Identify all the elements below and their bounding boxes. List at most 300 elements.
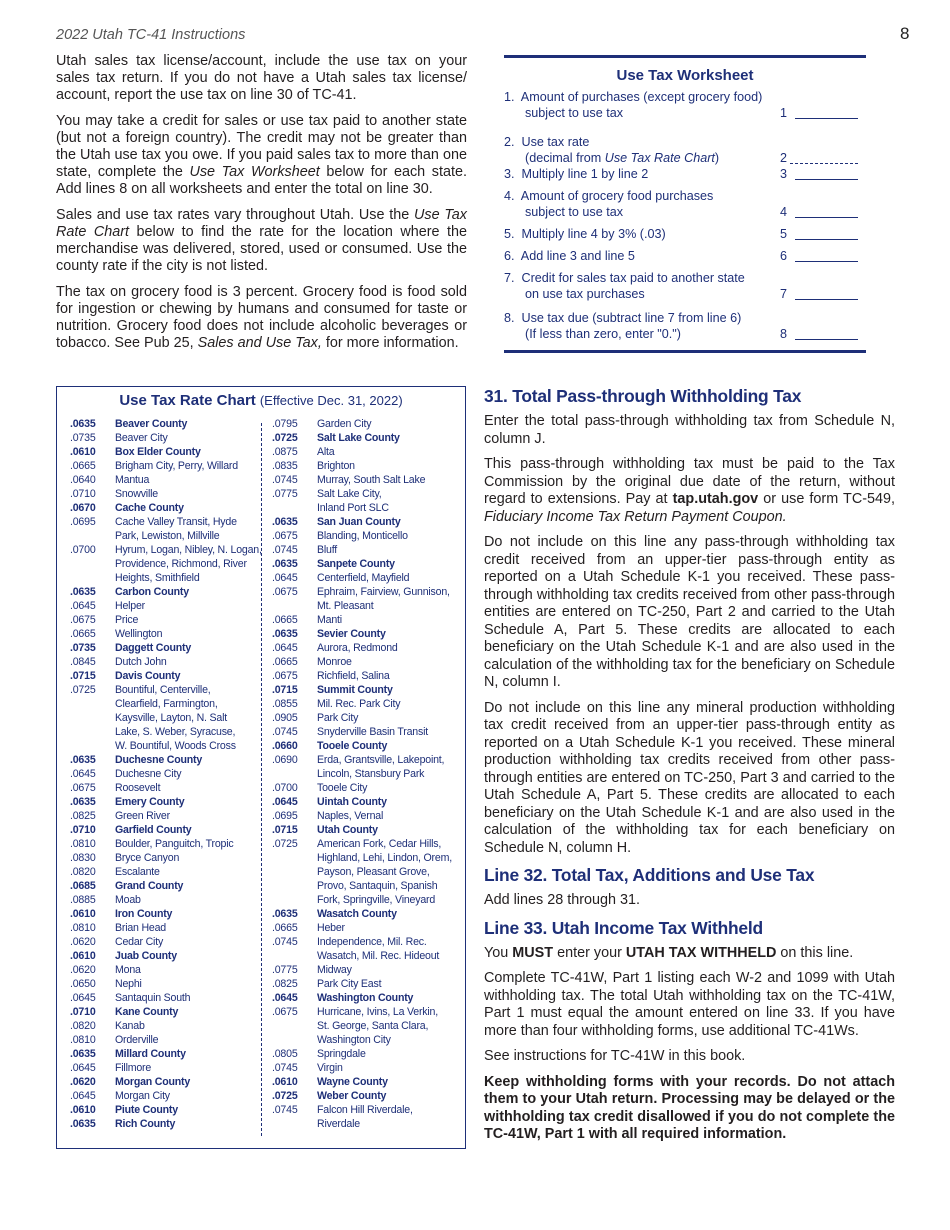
tax-rate: .0645 (272, 796, 298, 808)
location-name: Tooele County (317, 740, 388, 752)
intro-paragraph (56, 207, 467, 275)
tax-rate (272, 893, 317, 907)
location-name: Washington County (317, 992, 414, 1004)
location-name: Midway (317, 964, 352, 976)
rate-row (70, 1089, 262, 1103)
rate-row (272, 585, 452, 599)
tax-rate: .0745 (272, 936, 298, 948)
rate-row (70, 459, 262, 473)
worksheet-text-line: subject to use tax (504, 205, 624, 219)
tax-rate (70, 529, 115, 543)
location-name: Hyrum, Logan, Nibley, N. Logan, (115, 544, 262, 556)
tax-rate: .0690 (272, 754, 298, 766)
location-name: Riverdale (317, 1118, 360, 1130)
worksheet-line-number: 6 (780, 249, 788, 263)
location-name: Bluff (317, 544, 338, 556)
location-name: Boulder, Panguitch, Tropic (115, 838, 234, 850)
location-name: Clearfield, Farmington, (115, 698, 218, 710)
section-paragraph: See instructions for TC-41W in this book. (484, 1048, 746, 1064)
tax-rate: .0845 (70, 656, 96, 668)
tax-rate: .0645 (70, 768, 96, 780)
location-name: Naples, Vernal (317, 810, 384, 822)
instructions-column (484, 380, 895, 1152)
rate-row (272, 865, 452, 879)
tax-rate: .0855 (272, 698, 298, 710)
rate-row-county (272, 823, 452, 837)
rate-row (70, 767, 262, 781)
section-paragraph: Complete TC-41W, Part 1 listing each W-2 and 1099 with Utah withholding tax. The total Utah withholding tax on the TC-41W, Part 1 must equal the amount entered on line 33. If you have more than four withholding forms, use additional TC-41Ws. (484, 970, 895, 1039)
worksheet-line-text (504, 188, 774, 220)
rate-row (272, 921, 452, 935)
location-name: Uintah County (317, 796, 387, 808)
location-name: Centerfield, Mayfield (317, 572, 410, 584)
rate-row-county (272, 907, 452, 921)
rate-row (70, 515, 262, 529)
rate-chart-column-1 (70, 417, 262, 1131)
rate-row-county (70, 1117, 262, 1131)
tax-rate: .0830 (70, 852, 96, 864)
location-name: Mantua (115, 474, 150, 486)
rate-row (272, 669, 452, 683)
rate-row (272, 487, 452, 501)
worksheet-line-number: 3 (780, 167, 788, 181)
rate-row (70, 921, 262, 935)
rate-row (272, 879, 452, 893)
location-name: Providence, Richmond, River (115, 558, 247, 570)
tax-rate: .0745 (272, 474, 298, 486)
location-name: Grand County (115, 880, 184, 892)
location-name: Falcon Hill Riverdale, (317, 1104, 413, 1116)
rate-row-county (70, 1047, 262, 1061)
location-name: Box Elder County (115, 446, 201, 458)
worksheet-line-text (504, 226, 774, 242)
rate-row-county (272, 1089, 452, 1103)
tax-rate: .0810 (70, 1034, 96, 1046)
tax-rate: .0700 (70, 544, 96, 556)
worksheet-text-line: 2. Use tax rate (504, 135, 590, 149)
worksheet-text-line: (If less than zero, enter "0.") (504, 327, 681, 341)
location-name: Mil. Rec. Park City (317, 698, 401, 710)
intro-paragraph (56, 113, 467, 198)
location-name: Morgan City (115, 1090, 170, 1102)
tax-rate: .0665 (272, 656, 298, 668)
tax-rate (272, 1117, 317, 1131)
rate-row (272, 459, 452, 473)
tax-rate: .0635 (70, 1118, 96, 1130)
section-paragraph: Keep withholding forms with your records. Do not attach them to your Utah return. Processing may be delayed or the withholding tax credit disallowed if you do not complete the TC-41W, Part 1 with all required information. (484, 1073, 895, 1142)
location-name: Brighton (317, 460, 355, 472)
rate-row-county (70, 949, 262, 963)
tax-rate: .0660 (272, 740, 298, 752)
tax-rate: .0670 (70, 502, 96, 514)
location-name: Wellington (115, 628, 163, 640)
worksheet-text-line: (decimal from Use Tax Rate Chart) (504, 151, 720, 165)
location-name: Lake, S. Weber, Syracuse, (115, 726, 236, 738)
section-heading: Line 33. Utah Income Tax Withheld (484, 917, 763, 938)
worksheet-text-line: 3. Multiply line 1 by line 2 (504, 167, 649, 181)
rate-row (272, 571, 452, 585)
tax-rate: .0725 (272, 432, 298, 444)
location-name: Duchesne City (115, 768, 182, 780)
tax-rate: .0610 (70, 950, 96, 962)
location-name: Brian Head (115, 922, 166, 934)
tax-rate: .0745 (272, 1104, 298, 1116)
tax-rate (272, 879, 317, 893)
tax-rate (70, 725, 115, 739)
rate-row-county (70, 907, 262, 921)
location-name: Ephraim, Fairview, Gunnison, (317, 586, 450, 598)
rate-row (70, 683, 262, 697)
location-name: Morgan County (115, 1076, 191, 1088)
rate-row (70, 697, 262, 711)
rate-row-county (70, 753, 262, 767)
rate-row-county (272, 795, 452, 809)
rate-row-county (272, 739, 452, 753)
worksheet-answer-field[interactable] (795, 228, 858, 240)
section-paragraph: You MUST enter your UTAH TAX WITHHELD on this line. (484, 944, 854, 961)
rate-row-county (272, 557, 452, 571)
rate-row-county (272, 627, 452, 641)
rate-row (272, 1103, 452, 1117)
emphasis-text: Use Tax Rate Chart (56, 207, 468, 240)
location-name: Brigham City, Perry, Willard (115, 460, 238, 472)
tax-rate: .0725 (272, 838, 298, 850)
rate-chart-column-2 (272, 417, 452, 1131)
rate-row-county (70, 1005, 262, 1019)
page-number: 8 (900, 24, 910, 43)
tax-rate: .0645 (70, 1062, 96, 1074)
rate-row-county (70, 445, 262, 459)
rate-row (70, 935, 262, 949)
worksheet-line-number: 1 (780, 106, 788, 120)
location-name: Fillmore (115, 1062, 152, 1074)
location-name: Garfield County (115, 824, 192, 836)
worksheet-line-text (504, 270, 774, 302)
location-name: Cache County (115, 502, 184, 514)
paragraph-text: The tax on grocery food is 3 percent. Grocery food is food sold for ingestion or chewing by humans and consumed for taste or nutrition. Grocery food does not include alcoholic beverages or tobacco. See Pub 25, (56, 284, 467, 351)
tax-rate: .0620 (70, 964, 96, 976)
location-name: Independence, Mil. Rec. (317, 936, 427, 948)
worksheet-line-text (504, 248, 774, 264)
tax-rate: .0675 (70, 782, 96, 794)
emphasis-text: Use Tax Worksheet (189, 164, 320, 180)
tax-rate: .0700 (272, 782, 298, 794)
location-name: Murray, South Salt Lake (317, 474, 426, 486)
tax-rate: .0620 (70, 1076, 96, 1088)
worksheet-title: Use Tax Worksheet (616, 67, 754, 84)
tax-rate: .0775 (272, 488, 298, 500)
location-name: Kane County (115, 1006, 179, 1018)
rate-row (272, 1033, 452, 1047)
tax-rate (272, 949, 317, 963)
location-name: Kaysville, Layton, N. Salt (115, 712, 227, 724)
tax-rate: .0645 (70, 1090, 96, 1102)
tax-rate: .0665 (70, 628, 96, 640)
tax-rate: .0635 (70, 418, 96, 430)
location-name: Mona (115, 964, 141, 976)
location-name: Hurricane, Ivins, La Verkin, (317, 1006, 438, 1018)
location-name: American Fork, Cedar Hills, (317, 838, 442, 850)
tax-rate: .0745 (272, 726, 298, 738)
rate-row (70, 963, 262, 977)
tax-rate: .0795 (272, 418, 298, 430)
section-paragraph: This pass-through withholding tax must be paid to the Tax Commission by the original due date of the return, without regard to extensions. Pay at tap.utah.gov or use form TC-549, Fiduciary Income Tax Return Payment Coupon. (484, 456, 896, 525)
rate-row (70, 977, 262, 991)
tax-rate: .0710 (70, 1006, 96, 1018)
rate-row (272, 417, 452, 431)
rate-row-county (70, 823, 262, 837)
rate-row (272, 1061, 452, 1075)
rate-row-county (70, 1075, 262, 1089)
location-name: Davis County (115, 670, 181, 682)
tax-rate: .0645 (70, 600, 96, 612)
location-name: Salt Lake City, (317, 488, 382, 500)
tax-rate: .0695 (70, 516, 96, 528)
location-name: Inland Port SLC (317, 502, 389, 514)
rate-row (70, 431, 262, 445)
worksheet-answer-field[interactable] (790, 152, 858, 164)
rate-row (70, 627, 262, 641)
worksheet-answer-field[interactable] (795, 107, 858, 119)
worksheet-text-line: 4. Amount of grocery food purchases (504, 189, 714, 203)
worksheet-text-line: on use tax purchases (504, 287, 645, 301)
location-name: Washington City (317, 1034, 391, 1046)
location-name: Heber (317, 922, 345, 934)
worksheet-answer-field[interactable] (795, 288, 858, 300)
section-heading: 31. Total Pass-through Withholding Tax (484, 386, 802, 406)
paragraph-text: below for each state. Add lines 8 on all worksheets and enter the total on line 30. (56, 164, 467, 197)
tax-rate: .0675 (70, 614, 96, 626)
tax-rate: .0695 (272, 810, 298, 822)
intro-paragraph (56, 53, 467, 104)
tax-rate: .0725 (70, 684, 96, 696)
rate-row (272, 935, 452, 949)
rate-row (272, 1019, 452, 1033)
tax-rate: .0715 (70, 670, 96, 682)
location-name: St. George, Santa Clara, (317, 1020, 429, 1032)
tax-rate: .0645 (272, 992, 298, 1004)
rate-row (272, 599, 452, 613)
tax-rate: .0685 (70, 880, 96, 892)
rate-row (272, 473, 452, 487)
rate-row (272, 543, 452, 557)
location-name: Lincoln, Stansbury Park (317, 768, 425, 780)
rate-row (70, 893, 262, 907)
rate-row (272, 809, 452, 823)
tax-rate (70, 697, 115, 711)
location-name: Santaquin South (115, 992, 191, 1004)
location-name: Erda, Grantsville, Lakepoint, (317, 754, 445, 766)
tax-rate: .0735 (70, 642, 96, 654)
location-name: Springdale (317, 1048, 366, 1060)
tax-rate: .0610 (70, 1104, 96, 1116)
tax-rate: .0715 (272, 824, 298, 836)
tax-rate: .0775 (272, 964, 298, 976)
tax-rate: .0635 (272, 558, 298, 570)
location-name: Park, Lewiston, Millville (115, 530, 220, 542)
location-name: Juab County (115, 950, 177, 962)
location-name: Fork, Springville, Vineyard (317, 894, 436, 906)
location-name: Heights, Smithfield (115, 572, 200, 584)
location-name: Nephi (115, 978, 142, 990)
location-name: Aurora, Redmond (317, 642, 398, 654)
rate-row (70, 473, 262, 487)
location-name: Carbon County (115, 586, 189, 598)
worksheet-answer-field[interactable] (795, 206, 858, 218)
rate-row-county (272, 515, 452, 529)
tax-rate: .0650 (70, 978, 96, 990)
tax-rate: .0885 (70, 894, 96, 906)
tax-rate: .0715 (272, 684, 298, 696)
rate-row-county (70, 879, 262, 893)
rate-row (70, 529, 262, 543)
tax-rate (70, 557, 115, 571)
tax-rate (272, 865, 317, 879)
rate-row (272, 851, 452, 865)
tax-rate: .0735 (70, 432, 96, 444)
tax-rate: .0610 (272, 1076, 298, 1088)
tax-rate: .0665 (272, 922, 298, 934)
location-name: Beaver County (115, 418, 188, 430)
rate-row (70, 655, 262, 669)
paragraph-text: below to find the rate for the location where the merchandise was delivered, stored, used or consumed. Use the county rate if the city is not listed. (56, 224, 467, 274)
rate-row (272, 837, 452, 851)
tax-rate: .0635 (272, 516, 298, 528)
tax-rate (272, 1033, 317, 1047)
rate-row (70, 809, 262, 823)
worksheet-line-number: 7 (780, 287, 788, 301)
use-tax-rate-chart (56, 386, 466, 1149)
worksheet-answer-field[interactable] (795, 168, 858, 180)
location-name: Tooele City (317, 782, 368, 794)
rate-chart-heading: Use Tax Rate Chart (119, 392, 256, 409)
tax-rate: .0805 (272, 1048, 298, 1060)
worksheet-text-line: 1. Amount of purchases (except grocery food) (504, 90, 763, 104)
location-name: Mt. Pleasant (317, 600, 374, 612)
rate-row (70, 613, 262, 627)
rate-row (70, 1019, 262, 1033)
location-name: Manti (317, 614, 342, 626)
tax-rate: .0640 (70, 474, 96, 486)
rate-row (70, 725, 262, 739)
location-name: Highland, Lehi, Lindon, Orem, (317, 852, 452, 864)
location-name: Weber County (317, 1090, 387, 1102)
location-name: Snyderville Basin Transit (317, 726, 428, 738)
worksheet-answer-field[interactable] (795, 328, 858, 340)
tax-rate: .0635 (70, 586, 96, 598)
location-name: Utah County (317, 824, 378, 836)
location-name: Millard County (115, 1048, 186, 1060)
rate-row-county (70, 1103, 262, 1117)
rate-row (70, 557, 262, 571)
rate-row (70, 599, 262, 613)
location-name: Summit County (317, 684, 393, 696)
location-name: Park City (317, 712, 359, 724)
tax-rate: .0675 (272, 530, 298, 542)
location-name: Sanpete County (317, 558, 395, 570)
location-name: Garden City (317, 418, 372, 430)
location-name: Piute County (115, 1104, 178, 1116)
rate-row (272, 949, 452, 963)
worksheet-text-line: subject to use tax (504, 106, 624, 120)
section-paragraph: Add lines 28 through 31. (484, 892, 641, 908)
tax-rate: .0875 (272, 446, 298, 458)
rate-row (272, 641, 452, 655)
rate-row (70, 487, 262, 501)
section-paragraph: Enter the total pass-through withholding tax from Schedule N, column J. (484, 413, 895, 447)
tax-rate (70, 711, 115, 725)
worksheet-answer-field[interactable] (795, 250, 858, 262)
location-name: Price (115, 614, 139, 626)
paragraph-text: Sales and use tax rates vary throughout Utah. Use the (56, 207, 414, 223)
location-name: Salt Lake County (317, 432, 400, 444)
rate-row (70, 837, 262, 851)
rate-row (70, 865, 262, 879)
worksheet-line-text (504, 166, 774, 182)
rate-row (272, 1005, 452, 1019)
location-name: Roosevelt (115, 782, 161, 794)
location-name: Snowville (115, 488, 158, 500)
location-name: Cache Valley Transit, Hyde (115, 516, 237, 528)
worksheet-text-line: 6. Add line 3 and line 5 (504, 249, 635, 263)
rate-row (272, 753, 452, 767)
rate-row (272, 445, 452, 459)
worksheet-text-line: 5. Multiply line 4 by 3% (.03) (504, 227, 666, 241)
location-name: Daggett County (115, 642, 192, 654)
rate-row (272, 977, 452, 991)
worksheet-line-number: 5 (780, 227, 788, 241)
worksheet-line-text (504, 134, 774, 166)
rate-row-county (70, 585, 262, 599)
location-name: Green River (115, 810, 170, 822)
document-title: 2022 Utah TC-41 Instructions (56, 27, 246, 43)
rate-row (272, 893, 452, 907)
tax-rate: .0675 (272, 586, 298, 598)
location-name: Iron County (115, 908, 173, 920)
tax-rate: .0665 (70, 460, 96, 472)
rate-row (272, 613, 452, 627)
rate-chart-effective-date: (Effective Dec. 31, 2022) (259, 393, 403, 408)
tax-rate: .0905 (272, 712, 298, 724)
tax-rate (70, 571, 115, 585)
rate-row (272, 501, 452, 515)
tax-rate: .0675 (272, 670, 298, 682)
rate-row-county (272, 683, 452, 697)
rate-row (272, 781, 452, 795)
worksheet-line-number: 8 (780, 327, 788, 341)
tax-rate: .0645 (272, 572, 298, 584)
location-name: Dutch John (115, 656, 167, 668)
rate-row (272, 1047, 452, 1061)
worksheet-line-number: 4 (780, 205, 788, 219)
section-paragraph: Do not include on this line any mineral production withholding tax credit received from an upper-tier pass-through entity as reported on a Utah Schedule K-1 you received. These mineral production withholding tax credits received from other pass-through entities are entered on TC-250, Part 3 and carried to the Utah Schedule A, Part 5. These credits are allocated to each beneficiary on the Utah Schedule K-1 and are also used in the calculation of the withholding tax for each beneficiary on Schedule N, column H. (484, 699, 895, 856)
tax-rate: .0820 (70, 866, 96, 878)
location-name: Sevier County (317, 628, 386, 640)
location-name: Helper (115, 600, 146, 612)
intro-text-column (56, 53, 467, 361)
rate-row-county (70, 795, 262, 809)
rate-row (70, 781, 262, 795)
tax-rate: .0810 (70, 922, 96, 934)
rate-row (70, 739, 262, 753)
paragraph-text: Utah sales tax license/account, include the use tax on your sales tax return. If you do not have a Utah sales tax license/ account, report the use tax on line 30 of TC-41. (56, 53, 467, 103)
location-name: Orderville (115, 1034, 159, 1046)
tax-rate: .0745 (272, 1062, 298, 1074)
rate-row-county (70, 501, 262, 515)
rate-row (272, 767, 452, 781)
location-name: Wasatch County (317, 908, 397, 920)
worksheet-text-line: 8. Use tax due (subtract line 7 from line 6) (504, 311, 742, 325)
